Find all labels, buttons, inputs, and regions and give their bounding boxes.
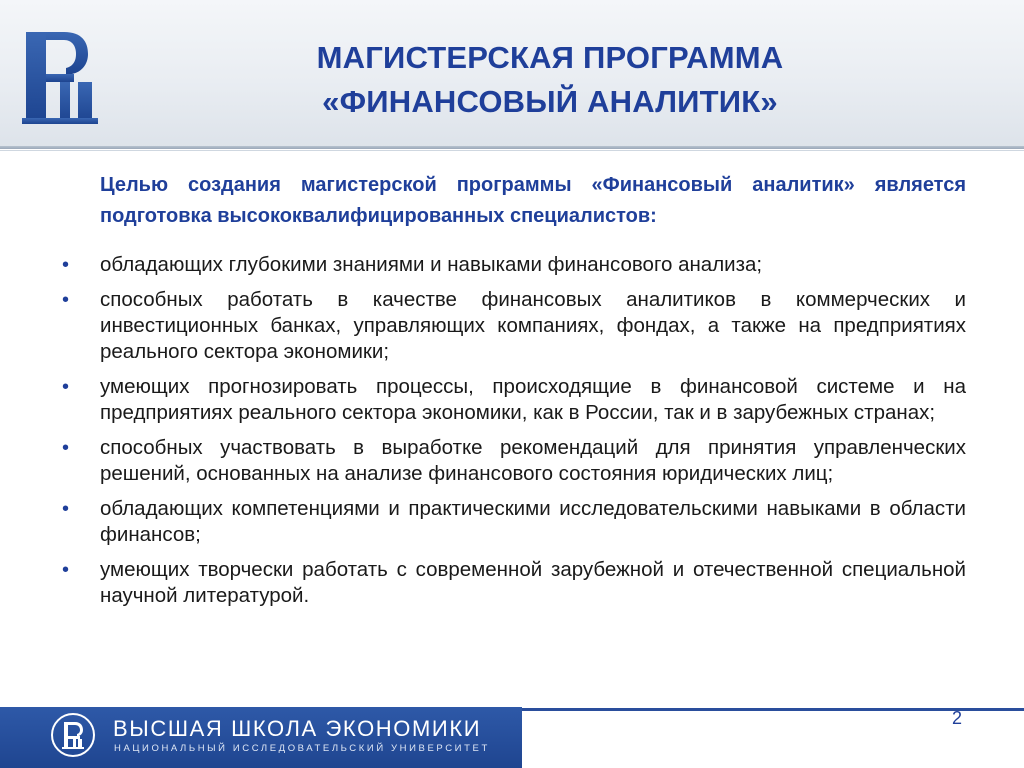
hse-emblem-icon	[50, 712, 96, 758]
title-line-1: МАГИСТЕРСКАЯ ПРОГРАММА	[316, 40, 784, 75]
bullet-icon: •	[62, 437, 70, 459]
list-item	[60, 252, 966, 278]
bullet-text: обладающих компетенциями и практическими исследовательскими навыками в области финансов;	[100, 497, 966, 546]
bullet-icon: •	[62, 254, 70, 276]
bullet-text: способных участвовать в выработке рекомендаций для принятия управленческих решений, основанных на анализе финансового состояния юридических лиц;	[100, 436, 966, 485]
bullet-icon: •	[62, 376, 70, 398]
header-divider-thin	[0, 150, 1024, 151]
list-item	[60, 374, 966, 426]
bullet-text: способных работать в качестве финансовых аналитиков в коммерческих и инвестиционных банках, управляющих компаниях, фондах, а также на предприятиях реального сектора экономики;	[100, 288, 966, 363]
hse-logo-icon	[20, 28, 100, 126]
bullet-icon: •	[62, 498, 70, 520]
list-item	[60, 435, 966, 487]
bullet-text: обладающих глубокими знаниями и навыками финансового анализа;	[100, 253, 763, 276]
bullet-text: умеющих творчески работать с современной зарубежной и отечественной специальной научной литературой.	[100, 558, 966, 607]
bullet-icon: •	[62, 559, 70, 581]
bullet-icon: •	[62, 289, 70, 311]
bullet-list	[60, 252, 966, 618]
list-item	[60, 557, 966, 609]
list-item	[60, 496, 966, 548]
page-number: 2	[951, 708, 962, 728]
header-divider	[0, 146, 1024, 149]
footer-subtitle: НАЦИОНАЛЬНЫЙ ИССЛЕДОВАТЕЛЬСКИЙ УНИВЕРСИТЕТ	[114, 743, 490, 754]
footer-title: ВЫСШАЯ ШКОЛА ЭКОНОМИКИ	[113, 716, 482, 741]
list-item	[60, 287, 966, 365]
intro-text: Целью создания магистерской программы «Финансовый аналитик» является подготовка высококвалифицированных специалистов:	[100, 174, 966, 227]
title-line-2: «ФИНАНСОВЫЙ АНАЛИТИК»	[322, 84, 778, 119]
page-title	[150, 36, 950, 124]
bullet-text: умеющих прогнозировать процессы, происходящие в финансовой системе и на предприятиях реального сектора экономики, как в России, так и в зарубежных странах;	[100, 375, 966, 424]
